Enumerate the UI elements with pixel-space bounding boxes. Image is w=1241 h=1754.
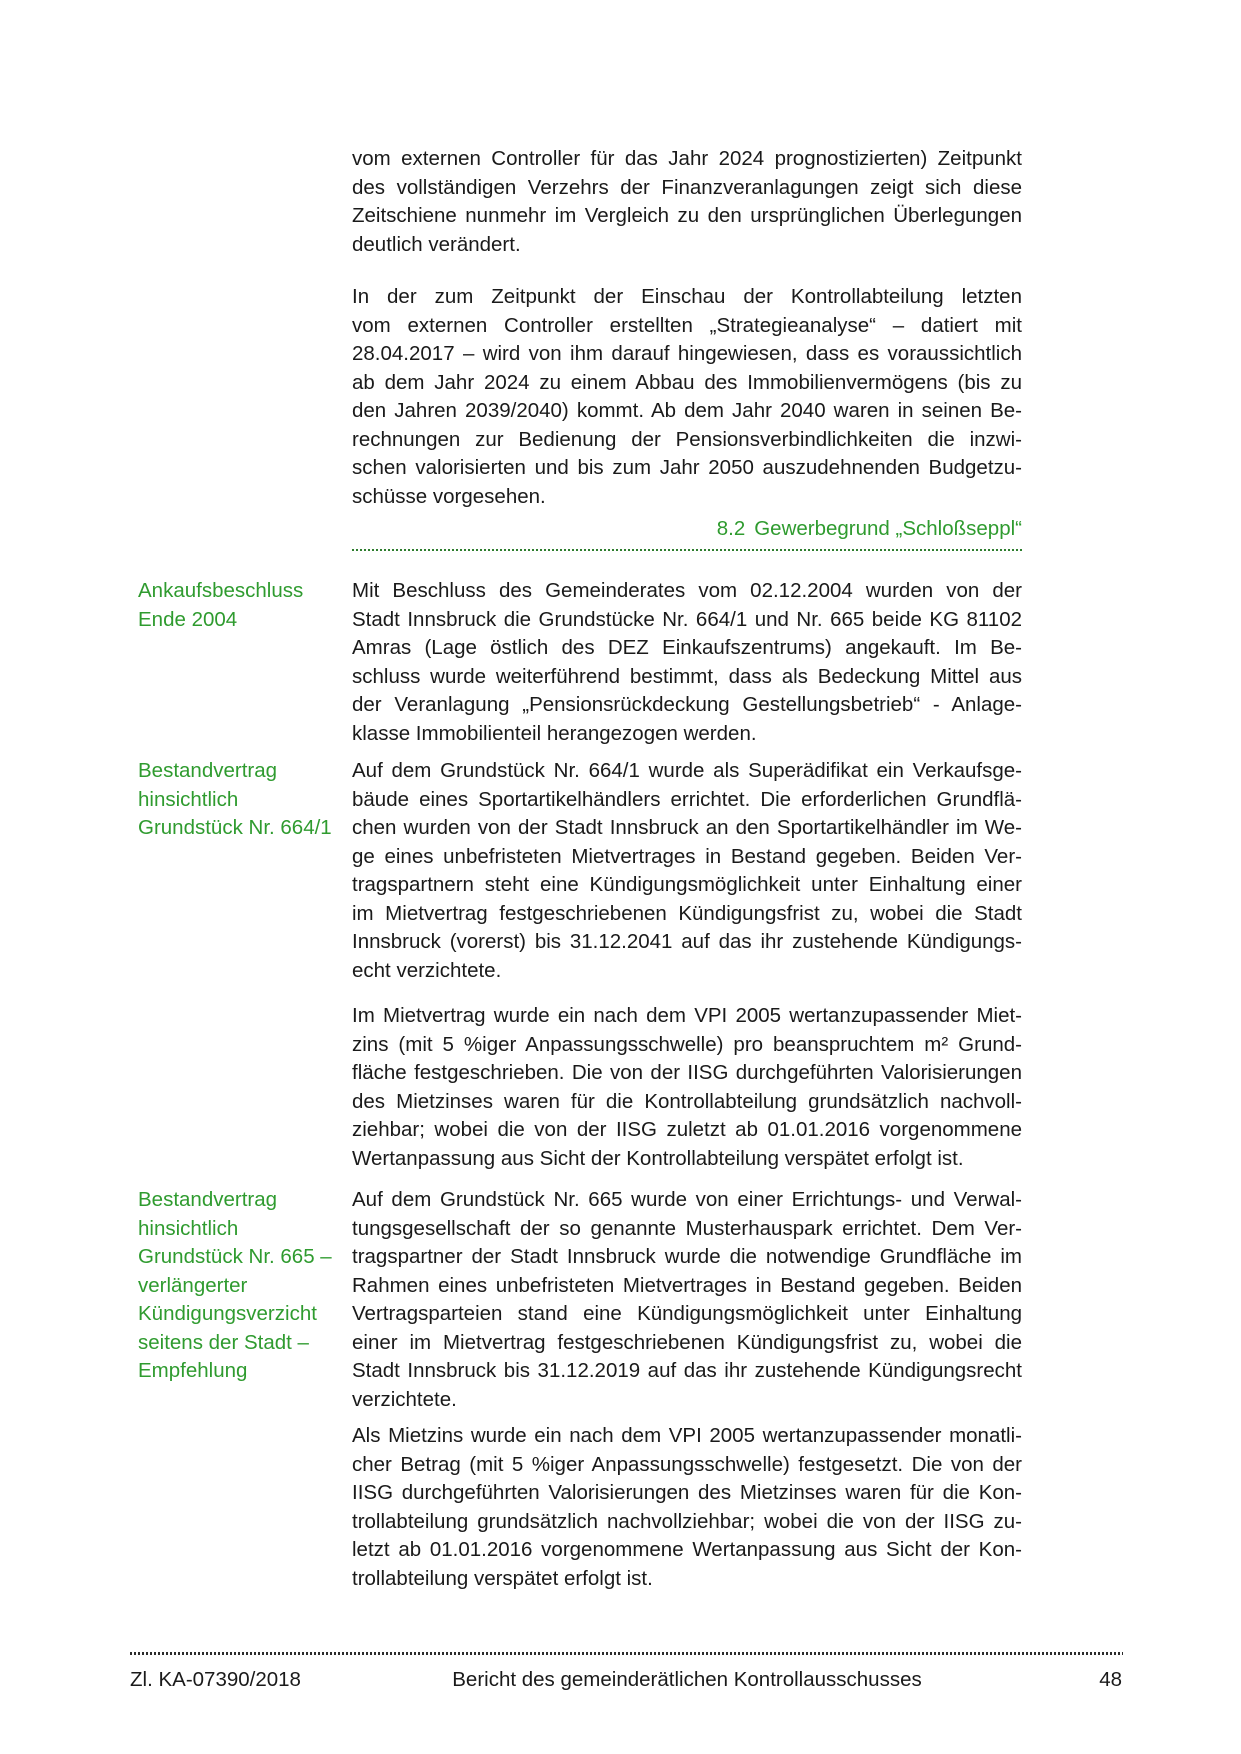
- text-line: Grundstück Nr. 664/1: [138, 816, 332, 839]
- text-line: tragspartnern steht eine Kündigungsmöglichkeit unter Einhaltung einer: [352, 873, 1022, 896]
- text-line: fläche festgeschrieben. Die von der IISG durchgeführten Valorisierungen: [352, 1061, 1022, 1084]
- text-line: Kündigungsverzicht: [138, 1302, 317, 1325]
- text-line: bäude eines Sportartikelhändlers errichtet. Die erforderlichen Grundflä-: [352, 787, 1022, 811]
- text-line: des Mietzinses waren für die Kontrollabteilung grundsätzlich nachvoll-: [352, 1089, 1022, 1113]
- text-line: seitens der Stadt –: [138, 1330, 309, 1354]
- paragraph-gemeinderat-beschluss: [352, 577, 1022, 748]
- text-line: zins (mit 5 %iger Anpassungsschwelle) pro beanspruchtem m² Grund-: [352, 1032, 1022, 1056]
- text-line: deutlich verändert.: [352, 232, 521, 256]
- text-line: verzichtete.: [352, 1387, 457, 1411]
- text-line: Stadt Innsbruck die Grundstücke Nr. 664/1 und Nr. 665 beide KG 81102: [352, 607, 1022, 631]
- margin-note-bestandvertrag-664-1: [138, 757, 343, 843]
- margin-note-ankaufsbeschluss: [138, 577, 343, 634]
- footer-page-number: 48: [1099, 1668, 1122, 1691]
- text-line: Rahmen eines unbefristeten Mietvertrages in Bestand gegeben. Beiden: [352, 1273, 1022, 1297]
- text-line: Bestandvertrag: [138, 1188, 278, 1211]
- text-line: Im Mietvertrag wurde ein nach dem VPI 2005 wertanzupassender Miet-: [352, 1004, 1022, 1027]
- text-line: schen valorisierten und bis zum Jahr 2050 auszudehnenden Budgetzu-: [352, 456, 1022, 479]
- paragraph-mietzins-vpi: [352, 1422, 1022, 1593]
- text-line: trollabteilung grundsätzlich nachvollziehbar; wobei die von der IISG zu-: [352, 1509, 1022, 1533]
- paragraph-grundstueck-665: [352, 1186, 1022, 1414]
- paragraph-mietvertrag-vpi: [352, 1002, 1022, 1173]
- paragraph-intro-1: [352, 145, 1022, 259]
- text-line: im Mietvertrag festgeschriebenen Kündigungsfrist zu, wobei die Stadt: [352, 901, 1022, 925]
- text-line: des vollständigen Verzehrs der Finanzveranlagungen zeigt sich diese: [352, 175, 1022, 199]
- text-line: klasse Immobilienteil herangezogen werden.: [352, 721, 757, 745]
- text-line: vom externen Controller für das Jahr 2024 prognostizierten) Zeitpunkt: [352, 147, 1022, 170]
- text-line: ziehbar; wobei die von der IISG zuletzt ab 01.01.2016 vorgenommene: [352, 1118, 1022, 1141]
- section-title: Gewerbegrund „Schloßseppl“: [754, 517, 1022, 540]
- text-line: Wertanpassung aus Sicht der Kontrollabteilung verspätet erfolgt ist.: [352, 1146, 964, 1170]
- text-line: Ankaufsbeschluss: [138, 579, 304, 602]
- text-line: Vertragsparteien stand eine Kündigungsmöglichkeit unter Einhaltung: [352, 1302, 1022, 1325]
- text-line: Auf dem Grundstück Nr. 665 wurde von einer Errichtungs- und Verwal-: [352, 1188, 1022, 1211]
- section-heading: [352, 514, 1022, 543]
- text-line: Ende 2004: [138, 607, 238, 631]
- heading-dotted-rule: [352, 549, 1022, 551]
- text-line: Mit Beschluss des Gemeinderates vom 02.12.2004 wurden von der: [352, 579, 1022, 602]
- text-line: ab dem Jahr 2024 zu einem Abbau des Immobilienvermögens (bis zu: [352, 370, 1022, 394]
- paragraph-grundstueck-664-1: [352, 757, 1022, 985]
- text-line: ge eines unbefristeten Mietvertrages in Bestand gegeben. Beiden Ver-: [352, 844, 1022, 868]
- footer-report-title: Bericht des gemeinderätlichen Kontrollausschusses: [452, 1668, 922, 1691]
- text-line: Stadt Innsbruck bis 31.12.2019 auf das ihr zustehende Kündigungsrecht: [352, 1359, 1022, 1382]
- text-line: Innsbruck (vorerst) bis 31.12.2041 auf das ihr zustehende Kündigungs-: [352, 930, 1022, 953]
- text-line: schüsse vorgesehen.: [352, 484, 546, 508]
- text-line: echt verzichtete.: [352, 958, 502, 982]
- text-line: den Jahren 2039/2040) kommt. Ab dem Jahr 2040 waren in seinen Be-: [352, 399, 1022, 422]
- text-line: Als Mietzins wurde ein nach dem VPI 2005 wertanzupassender monatli-: [352, 1424, 1022, 1447]
- text-line: Empfehlung: [138, 1359, 248, 1382]
- text-line: Bestandvertrag: [138, 759, 278, 782]
- text-line: hinsichtlich: [138, 787, 239, 811]
- text-line: trollabteilung verspätet erfolgt ist.: [352, 1566, 653, 1590]
- text-line: chen wurden von der Stadt Innsbruck an den Sportartikelhändler im We-: [352, 816, 1022, 839]
- text-line: rechnungen zur Bedienung der Pensionsverbindlichkeiten die inzwi-: [352, 427, 1022, 451]
- text-line: Zeitschiene nunmehr im Vergleich zu den ursprünglichen Überlegungen: [352, 204, 1022, 227]
- text-line: vom externen Controller erstellten „Strategieanalyse“ – datiert mit: [352, 313, 1022, 337]
- text-line: hinsichtlich: [138, 1216, 239, 1240]
- text-line: tragspartner der Stadt Innsbruck wurde die notwendige Grundfläche im: [352, 1245, 1022, 1268]
- text-line: einer im Mietvertrag festgeschriebenen Kündigungsfrist zu, wobei die: [352, 1330, 1022, 1354]
- footer-dotted-rule: [130, 1652, 1123, 1655]
- text-line: Amras (Lage östlich des DEZ Einkaufszentrums) angekauft. Im Be-: [352, 636, 1022, 659]
- text-line: der Veranlagung „Pensionsrückdeckung Gestellungsbetrieb“ - Anlage-: [352, 693, 1022, 716]
- text-line: verlängerter: [138, 1273, 248, 1297]
- text-line: IISG durchgeführten Valorisierungen des Mietzinses waren für die Kon-: [352, 1481, 1022, 1504]
- text-line: schluss wurde weiterführend bestimmt, dass als Bedeckung Mittel aus: [352, 664, 1022, 688]
- text-line: tungsgesellschaft der so genannte Musterhauspark errichtet. Dem Ver-: [352, 1216, 1022, 1240]
- paragraph-intro-2: [352, 283, 1022, 511]
- text-line: letzt ab 01.01.2016 vorgenommene Wertanpassung aus Sicht der Kon-: [352, 1538, 1022, 1561]
- text-line: Auf dem Grundstück Nr. 664/1 wurde als Superädifikat ein Verkaufsge-: [352, 759, 1022, 782]
- footer-reference: Zl. KA-07390/2018: [130, 1668, 301, 1691]
- text-line: In der zum Zeitpunkt der Einschau der Kontrollabteilung letzten: [352, 285, 1022, 308]
- text-line: Grundstück Nr. 665 –: [138, 1245, 332, 1268]
- margin-note-bestandvertrag-665: [138, 1186, 343, 1386]
- text-line: 28.04.2017 – wird von ihm darauf hingewiesen, dass es voraussichtlich: [352, 342, 1022, 365]
- section-number: 8.2: [716, 517, 746, 540]
- text-line: cher Betrag (mit 5 %iger Anpassungsschwelle) festgesetzt. Die von der: [352, 1452, 1022, 1476]
